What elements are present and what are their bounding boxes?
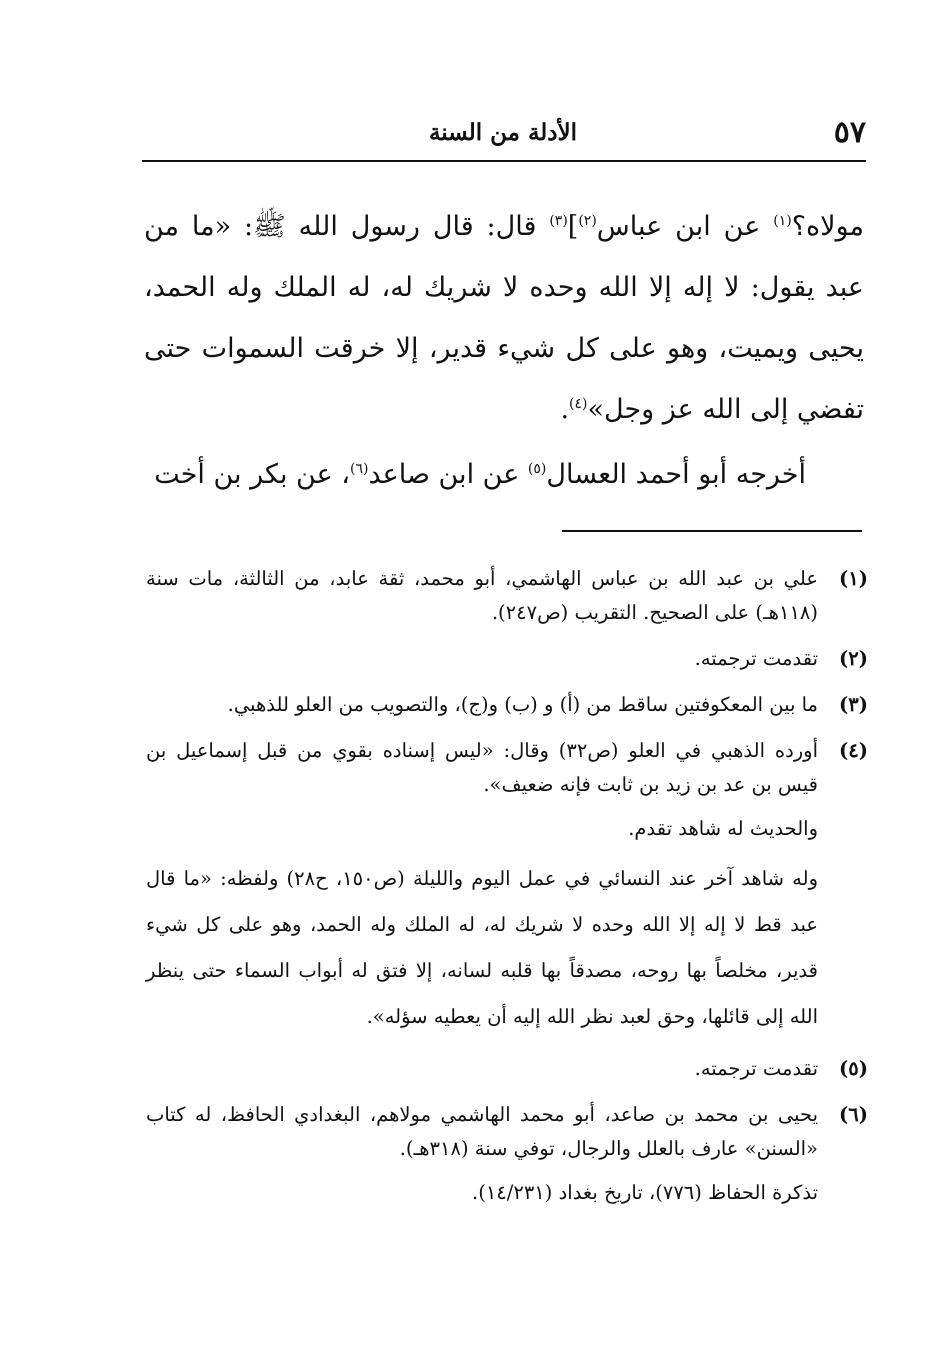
footnote-3: [146, 688, 868, 722]
footnote-6: [146, 1098, 868, 1210]
page-number: ٥٧: [833, 114, 866, 150]
footnote-paragraph: والحديث له شاهد تقدم.: [628, 817, 818, 840]
footnote-marker-5: (٥): [527, 461, 547, 477]
footnote-4: [146, 734, 868, 1040]
footnote-separator: [562, 530, 862, 532]
footnote-text: أورده الذهبي في العلو (ص٣٢) وقال: «ليس إسناده بقوي من قبل إسماعيل بن قيس بن عد بن زيد بن ثابت فإنه ضعيف».: [146, 739, 819, 796]
running-title: الأدلة من السنة: [428, 118, 578, 146]
footnote-paragraph: وله شاهد آخر عند النسائي في عمل اليوم والليلة (ص١٥٠، ح٢٨) ولفظه: «ما قال عبد قط لا إله إلا الله وحده لا شريك له، له الملك وله الحمد، وهو على كل شيء قدير، مخلصاً بها روحه، مصدقاً بها قلبه لسانه، إلا فتق له أبواب السماء حتى ينظر الله إلى قائلها، وحق لعبد نظر الله إليه أن يعطيه سؤله».: [146, 867, 818, 1028]
footnote-text: ما بين المعكوفتين ساقط من (أ) و (ب) و(ج)، والتصويب من العلو للذهبي.: [227, 693, 818, 716]
footnote-marker-6: (٦): [350, 461, 369, 477]
footnote-number: (٢): [839, 647, 868, 670]
footnote-number: (٤): [839, 739, 868, 762]
footnote-text: تقدمت ترجمته.: [694, 1057, 818, 1080]
page-header: [140, 112, 866, 152]
text-segment: عن ابن صاعد: [368, 459, 528, 490]
footnote-number: (١): [839, 567, 868, 590]
footnote-paragraph: تذكرة الحفاظ (٧٧٦)، تاريخ بغداد (١٤/٢٣١).: [472, 1181, 818, 1204]
footnote-number: (٥): [839, 1057, 868, 1080]
header-rule: [142, 160, 866, 162]
footnote-marker-3: (٣): [549, 213, 568, 229]
footnote-text: علي بن عبد الله بن عباس الهاشمي، أبو محمد، ثقة عابد، من الثالثة، مات سنة (١١٨هـ) على الصحيح. التقريب (ص٢٤٧).: [146, 567, 818, 624]
footnote-number: (٣): [839, 693, 868, 716]
footnotes: [146, 562, 868, 1222]
text-segment: ، عن بكر بن أخت: [154, 459, 351, 490]
footnote-text: تقدمت ترجمته.: [694, 647, 818, 670]
text-segment: .: [560, 394, 570, 425]
text-segment: قال: قال رسول الله ﷺ: «ما من عبد يقول: لا إله إلا الله وحده لا شريك له، له الملك وله الحمد، يحيى ويميت، وهو على كل شيء قدير، إلا خرقت السموات حتى تفضي إلى الله عز وجل»: [144, 211, 864, 425]
footnote-text: يحيى بن محمد بن صاعد، أبو محمد الهاشمي مولاهم، البغدادي الحافظ، له كتاب «السنن» عارف بالعلل والرجال، توفي سنة (٣١٨هـ).: [146, 1103, 818, 1160]
main-text: [144, 196, 864, 505]
text-segment: عن ابن عباس: [596, 211, 774, 242]
text-segment: ]: [567, 211, 579, 242]
main-paragraph-1: [144, 196, 864, 440]
footnote-number: (٦): [839, 1103, 868, 1126]
footnote-marker-1: (١): [773, 213, 792, 229]
footnote-1: [146, 562, 868, 630]
main-paragraph-2: [144, 444, 864, 505]
footnote-2: [146, 642, 868, 676]
text-segment: أخرجه أبو أحمد العسال: [546, 459, 806, 490]
footnote-marker-4: (٤): [569, 396, 588, 412]
footnote-marker-2: (٢): [578, 213, 597, 229]
text-segment: مولاه؟: [791, 211, 864, 242]
footnote-5: [146, 1052, 868, 1086]
